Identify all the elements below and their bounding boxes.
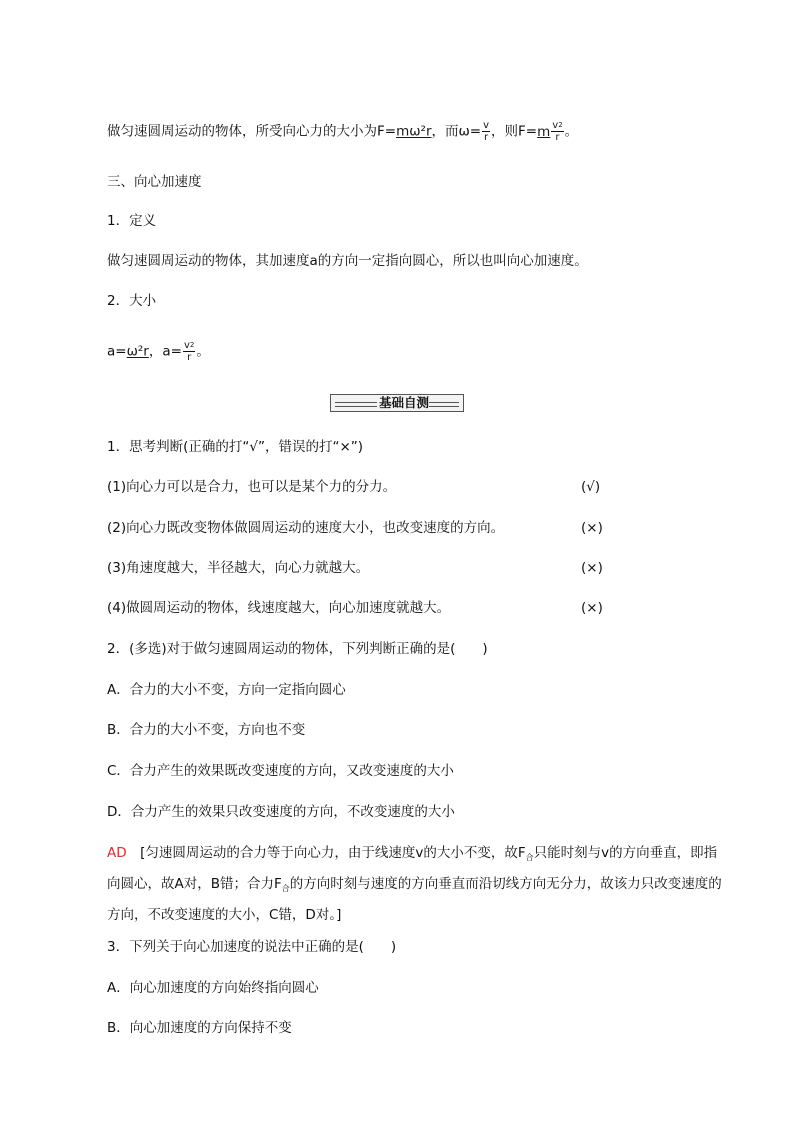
question-2-option-a: A．合力的大小不变，方向一定指向圆心 bbox=[107, 682, 346, 698]
formula-text: 做匀速圆周运动的物体，所受向心力的大小为F= bbox=[107, 123, 397, 140]
question-2-option-c: C．合力产生的效果既改变速度的方向，又改变速度的大小 bbox=[107, 763, 454, 779]
section-title: 三、向心加速度 bbox=[107, 174, 202, 190]
answer-code: AD bbox=[107, 845, 127, 861]
judgement-mark: (√) bbox=[581, 479, 601, 495]
formula-text: ，则F= bbox=[491, 123, 538, 140]
banner-label: 基础自测 bbox=[379, 395, 430, 410]
force-formula-line bbox=[107, 120, 578, 143]
question-1-item: (1)向心力可以是合力，也可以是某个力的分力。 bbox=[107, 479, 397, 495]
definition-heading: 1．定义 bbox=[107, 213, 157, 229]
fraction-v2-over-r: $\frac{v^2}{r}$ bbox=[183, 340, 195, 363]
judgement-mark: (×) bbox=[581, 600, 603, 616]
banner-bar-left bbox=[335, 402, 377, 407]
question-1-stem: 1．思考判断(正确的打“√”，错误的打“×”) bbox=[107, 439, 364, 455]
formula-blank-1: mω²r bbox=[396, 123, 432, 140]
definition-body: 做匀速圆周运动的物体，其加速度a的方向一定指向圆心，所以也叫向心加速度。 bbox=[107, 253, 588, 269]
question-2-option-b: B．合力的大小不变，方向也不变 bbox=[107, 722, 306, 738]
judgement-mark: (×) bbox=[581, 560, 603, 576]
fraction-v-over-r: $\frac{v}{r}$ bbox=[483, 120, 490, 143]
formula-text: ，而ω= bbox=[431, 123, 482, 140]
fraction-v2-over-r: $\frac{v^2}{r}$ bbox=[552, 120, 563, 143]
acceleration-formula-line: a=ω²r，a= $\frac{v^2}{r}$ 。 bbox=[107, 340, 210, 363]
size-heading: 2．大小 bbox=[107, 293, 157, 309]
formula-text: 。 bbox=[564, 123, 579, 140]
acceleration-blank-1: ω²r bbox=[126, 343, 149, 360]
question-3-option-b: B．向心加速度的方向保持不变 bbox=[107, 1020, 292, 1036]
question-3-stem: 3．下列关于向心加速度的说法中正确的是( ) bbox=[107, 939, 397, 955]
question-1-item: (4)做圆周运动的物体，线速度越大，向心加速度就越大。 bbox=[107, 600, 451, 616]
question-2-option-d: D．合力产生的效果只改变速度的方向，不改变速度的大小 bbox=[107, 804, 455, 820]
question-3-option-a: A．向心加速度的方向始终指向圆心 bbox=[107, 980, 319, 996]
self-test-banner bbox=[330, 394, 464, 412]
question-1-item: (2)向心力既改变物体做圆周运动的速度大小，也改变速度的方向。 bbox=[107, 520, 505, 536]
acceleration-blank-2 bbox=[182, 340, 196, 363]
question-2-explanation: AD [匀速圆周运动的合力等于向心力，由于线速度v的大小不变，故$F_合$只能时刻与v的方向垂直，即指向圆心，故A对，B错；合力$F_合$的方向时刻与速度的方向垂直而沿切线方向无分力，故该力只改变速度的方向，不改变速度的大小，C错，D对。] bbox=[107, 845, 722, 923]
formula-blank-2: m $\frac{v^2}{r}$ bbox=[537, 120, 563, 143]
question-1-item: (3)角速度越大，半径越大，向心力就越大。 bbox=[107, 560, 370, 576]
question-2-stem: 2．(多选)对于做匀速圆周运动的物体，下列判断正确的是( ) bbox=[107, 641, 488, 657]
judgement-mark: (×) bbox=[581, 520, 603, 536]
